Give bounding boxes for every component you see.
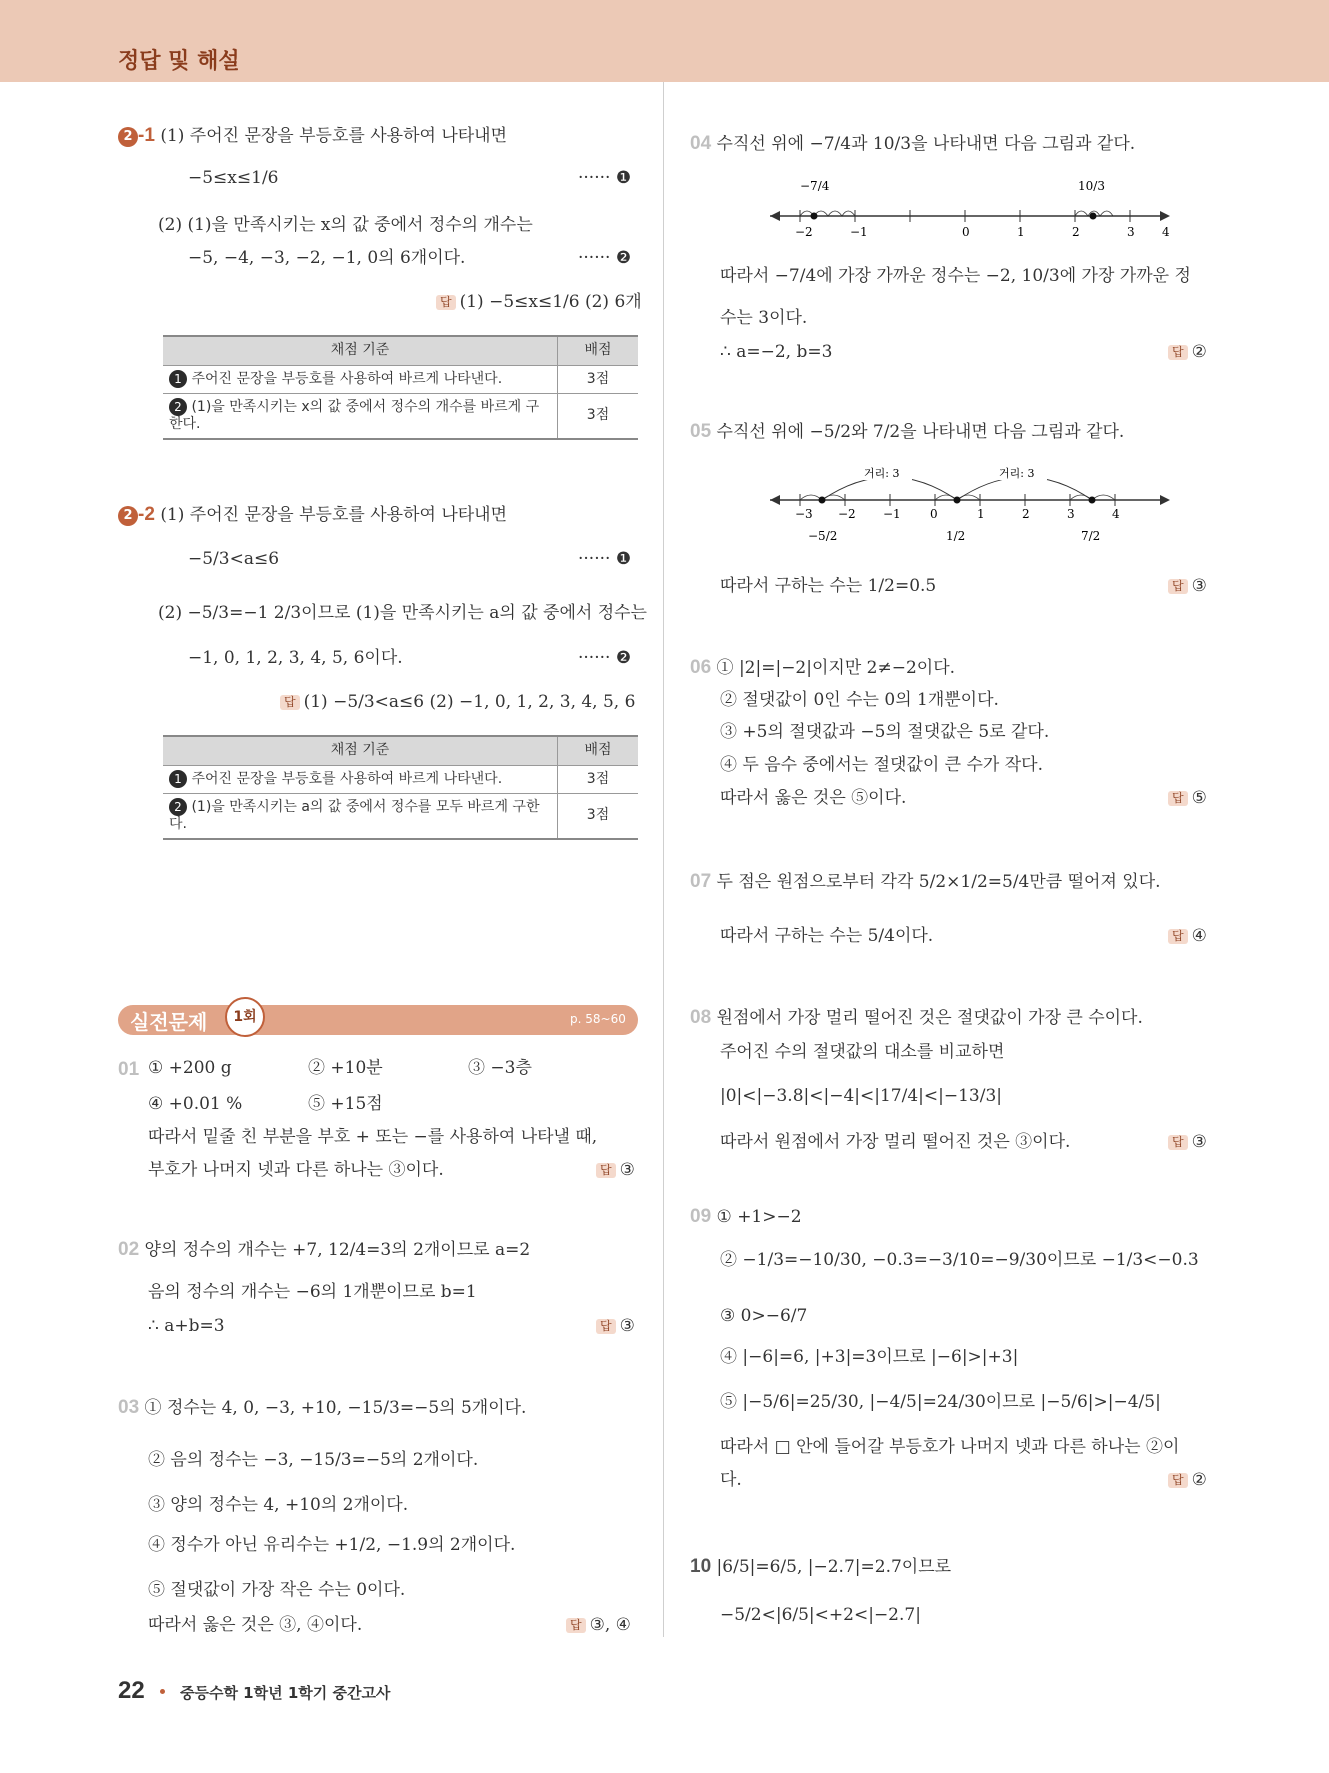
p01-opt2: ② +10분 [308,1058,383,1078]
p02-line1 [118,1238,530,1262]
footer-book-title: 중등수학 1학년 1학기 중간고사 [180,1684,391,1702]
answer-value: ② [1191,342,1207,362]
column-divider [663,82,664,1637]
axis-label: −2 [795,225,813,239]
p01-line4: 부호가 나머지 넷과 다른 하나는 ③이다. [148,1160,444,1180]
right-column [690,0,1210,1773]
answer-tag: 답 [1168,1473,1188,1488]
q2-2-mark1: ······ ❶ [578,549,632,569]
problem-number: 01 [118,1059,140,1080]
axis-label: 0 [930,507,938,521]
p05-point-1 [819,497,826,504]
p05-point-2 [954,497,961,504]
p09-line5: ⑤ |−5/6|=25/30, |−4/5|=24/30이므로 |−5/6|>|−4/5| [720,1392,1161,1412]
problem-number: 05 [690,421,712,442]
table-head-criteria: 채점 기준 [163,736,558,766]
row-text: (1)을 만족시키는 a의 값 중에서 정수를 모두 바르게 구한다. [169,798,540,832]
answer-tag: 답 [436,295,456,310]
p04-point-2 [1090,213,1097,220]
q2-1-text1: (1) 주어진 문장을 부등호를 사용하여 나타내면 [160,126,508,146]
problem-number: 03 [118,1397,140,1418]
p04-text1: 수직선 위에 −7/4과 10/3을 나타내면 다음 그림과 같다. [716,134,1136,154]
answer-value: ⑤ [1191,788,1207,808]
p03-line6: 따라서 옳은 것은 ③, ④이다. [148,1615,363,1635]
table-head-points: 배점 [558,736,639,766]
p09-answer [1168,1470,1207,1491]
p09-line1 [690,1205,802,1229]
q2-2-line2: −5/3<a≤6 [188,549,280,569]
p07-line2: 따라서 구하는 수는 5/4이다. [720,926,934,946]
q2-1-mark1: ······ ❶ [578,168,632,188]
p10-text1: |6/5|=6/5, |−2.7|=2.7이므로 [716,1557,952,1577]
answer-value: ③, ④ [589,1615,631,1635]
problem-number: 10 [690,1556,712,1577]
p09-text1: ① +1>−2 [716,1207,802,1227]
p05-line2: 따라서 구하는 수는 1/2=0.5 [720,576,937,596]
axis-label: 1 [977,507,985,521]
p09-line6: 따라서 □ 안에 들어갈 부등호가 나머지 넷과 다른 하나는 ②이 [720,1437,1180,1457]
answer-tag: 답 [1168,929,1188,944]
footer-bullet [160,1689,165,1694]
p01-answer [596,1160,635,1181]
answer-value: ② [1191,1470,1207,1490]
p06-line5: 따라서 옳은 것은 ⑤이다. [720,788,907,808]
p07-line1 [690,870,1161,894]
p02-answer [596,1316,635,1337]
p04-line4: ∴ a=−2, b=3 [720,342,833,362]
p05-number-line [770,462,1170,552]
row-text: 주어진 문장을 부등호를 사용하여 바르게 나타낸다. [191,771,503,787]
section-banner-badge: 1회 [225,997,265,1037]
row-points: 3점 [558,766,639,794]
answer-tag: 답 [1168,579,1188,594]
p08-line3: |0|<|−3.8|<|−4|<|17/4|<|−13/3| [720,1086,1003,1106]
p01-opt3: ③ −3층 [468,1058,532,1078]
axis-label: −1 [850,225,868,239]
p04-point-1 [811,213,818,220]
p01-opt1: ① +200 g [148,1058,232,1078]
p04-point-label-1: −7/4 [800,179,830,193]
p04-line2: 따라서 −7/4에 가장 가까운 정수는 −2, 10/3에 가장 가까운 정 [720,266,1191,286]
problem-number: 07 [690,871,712,892]
q2-1-mark2: ······ ❷ [578,248,632,268]
q2-2-number-badge: 2 [118,506,138,526]
problem-number: 06 [690,657,712,678]
section-banner-label: 실전문제 [130,1010,208,1034]
p05-distance-label: 거리: 3 [999,467,1035,480]
axis-label: 2 [1072,225,1080,239]
p04-number-line [770,170,1170,240]
p10-line1 [690,1555,951,1579]
axis-label: 3 [1127,225,1135,239]
p08-text1: 원점에서 가장 멀리 떨어진 것은 절댓값이 가장 큰 수이다. [716,1008,1143,1028]
p09-line2: ② −1/3=−10/30, −0.3=−3/10=−9/30이므로 −1/3<−0.3 [720,1250,1199,1270]
p03-line2: ② 음의 정수는 −3, −15/3=−5의 2개이다. [148,1450,479,1470]
answer-tag: 답 [596,1163,616,1178]
q2-1-suffix: -1 [138,125,155,146]
row-number: 2 [169,798,187,816]
q2-1-line2: −5≤x≤1/6 [188,168,279,188]
p05-line1 [690,420,1124,444]
p01-opt4: ④ +0.01 % [148,1094,243,1114]
p08-line1 [690,1006,1143,1030]
p04-point-label-2: 10/3 [1078,179,1105,193]
q2-2-text1: (1) 주어진 문장을 부등호를 사용하여 나타내면 [160,505,508,525]
p01-line3: 따라서 밑줄 친 부분을 부호 + 또는 −를 사용하여 나타낼 때, [148,1127,598,1147]
p06-line4: ④ 두 음수 중에서는 절댓값이 큰 수가 작다. [720,755,1043,775]
p03-text1: ① 정수는 4, 0, −3, +10, −15/3=−5의 5개이다. [144,1398,527,1418]
p06-answer [1168,788,1207,809]
p01-opt5: ⑤ +15점 [308,1094,383,1114]
axis-label: 4 [1162,225,1170,239]
p09-line3: ③ 0>−6/7 [720,1306,808,1326]
row-points: 3점 [558,393,639,439]
answer-tag: 답 [1168,1135,1188,1150]
p04-answer [1168,342,1207,363]
axis-label: 4 [1112,507,1120,521]
axis-label: −3 [795,507,813,521]
table-head-criteria: 채점 기준 [163,336,558,366]
row-points: 3점 [558,793,639,839]
p07-text1: 두 점은 원점으로부터 각각 5/2×1/2=5/4만큼 떨어져 있다. [716,872,1161,892]
p05-point-label-3: 7/2 [1081,529,1101,543]
row-text: 주어진 문장을 부등호를 사용하여 바르게 나타낸다. [191,371,503,387]
q2-2-mark2: ······ ❷ [578,648,632,668]
problem-number: 08 [690,1007,712,1028]
q2-1-number-badge: 2 [118,127,138,147]
q2-2-suffix: -2 [138,504,155,525]
answer-value: ④ [1191,926,1207,946]
p09-line7: 다. [720,1470,742,1490]
p06-line3: ③ +5의 절댓값과 −5의 절댓값은 5로 같다. [720,722,1050,742]
table-head-points: 배점 [558,336,639,366]
answer-tag: 답 [566,1618,586,1633]
page-header-title: 정답 및 해설 [118,49,240,74]
answer-value: ③ [619,1316,635,1336]
p10-line2: −5/2<|6/5|<+2<|−2.7| [720,1605,921,1625]
p02-line3: ∴ a+b=3 [148,1316,225,1336]
p02-text1: 양의 정수의 개수는 +7, 12/4=3의 2개이므로 a=2 [144,1240,531,1260]
axis-label: 1 [1017,225,1025,239]
axis-label: 2 [1022,507,1030,521]
p07-answer [1168,926,1207,947]
q2-2-answer-text: (1) −5/3<a≤6 (2) −1, 0, 1, 2, 3, 4, 5, 6 [303,692,636,712]
answer-tag: 답 [1168,345,1188,360]
p08-answer [1168,1132,1207,1153]
q2-1-answer-text: (1) −5≤x≤1/6 (2) 6개 [459,292,642,312]
p05-answer [1168,576,1207,597]
axis-label: 0 [962,225,970,239]
p09-line4: ④ |−6|=6, |+3|=3이므로 |−6|>|+3| [720,1347,1019,1367]
p05-point-label-2: 1/2 [946,529,966,543]
answer-value: ③ [1191,576,1207,596]
answer-tag: 답 [280,695,300,710]
problem-number: 02 [118,1239,140,1260]
p03-line4: ④ 정수가 아닌 유리수는 +1/2, −1.9의 2개이다. [148,1535,516,1555]
q2-2-line4: −1, 0, 1, 2, 3, 4, 5, 6이다. [188,648,403,668]
problem-number: 09 [690,1206,712,1227]
axis-label: −1 [883,507,901,521]
p03-answer [566,1615,631,1636]
axis-label: −2 [838,507,856,521]
p06-line1 [690,656,955,680]
p05-point-label-1: −5/2 [808,529,838,543]
p02-line2: 음의 정수의 개수는 −6의 1개뿐이므로 b=1 [148,1282,477,1302]
answer-tag: 답 [1168,791,1188,806]
answer-value: ③ [619,1160,635,1180]
p08-line4: 따라서 원점에서 가장 멀리 떨어진 것은 ③이다. [720,1132,1071,1152]
page-number: 22 [118,1677,145,1704]
q2-1-line4: −5, −4, −3, −2, −1, 0의 6개이다. [188,248,466,268]
p03-line3: ③ 양의 정수는 4, +10의 2개이다. [148,1495,409,1515]
row-points: 3점 [558,366,639,394]
answer-value: ③ [1191,1132,1207,1152]
row-number: 2 [169,398,187,416]
p06-line2: ② 절댓값이 0인 수는 0의 1개뿐이다. [720,690,999,710]
row-number: 1 [169,770,187,788]
section-banner-pages: p. 58~60 [570,1012,626,1026]
p05-text1: 수직선 위에 −5/2와 7/2을 나타내면 다음 그림과 같다. [716,422,1125,442]
p01-line1 [118,1058,139,1082]
left-column-problems [118,0,638,1773]
q2-1-line3: (2) (1)을 만족시키는 x의 값 중에서 정수의 개수는 [158,215,533,235]
p05-distance-label: 거리: 3 [864,467,900,480]
p06-text1: ① |2|=|−2|이지만 2≠−2이다. [716,658,956,678]
row-number: 1 [169,370,187,388]
p03-line5: ⑤ 절댓값이 가장 작은 수는 0이다. [148,1580,406,1600]
q2-2-line3: (2) −5/3=−1 2/3이므로 (1)을 만족시키는 a의 값 중에서 정수는 [158,603,647,623]
p04-line1 [690,132,1135,156]
p04-line3: 수는 3이다. [720,308,808,328]
p08-line2: 주어진 수의 절댓값의 대소를 비교하면 [720,1042,1005,1062]
axis-label: 3 [1067,507,1075,521]
row-text: (1)을 만족시키는 x의 값 중에서 정수의 개수를 바르게 구한다. [169,398,540,432]
problem-number: 04 [690,133,712,154]
p03-line1 [118,1396,526,1420]
p05-point-3 [1089,497,1096,504]
answer-tag: 답 [596,1319,616,1334]
